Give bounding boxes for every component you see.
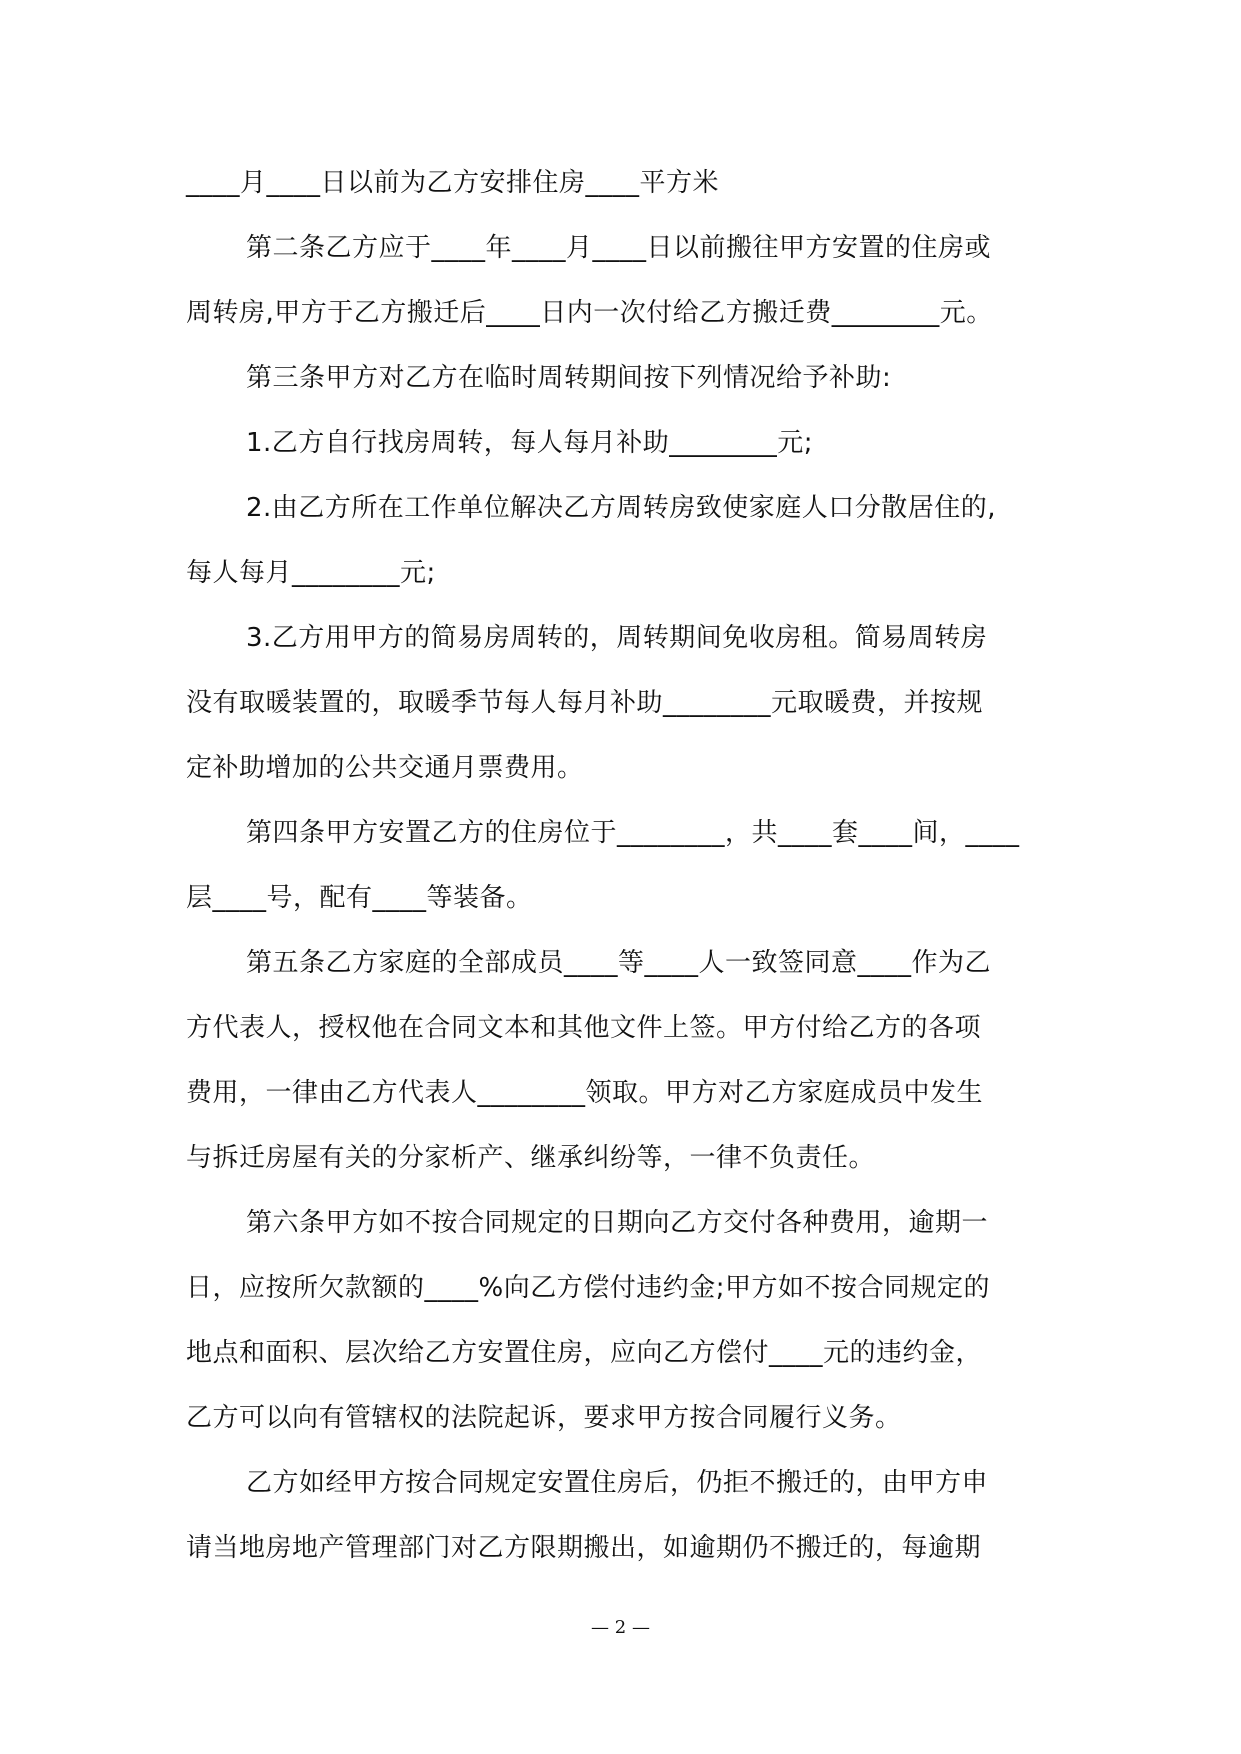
text-line: 3.乙方用甲方的简易房周转的，周转期间免收房租。简易周转房 <box>246 623 988 653</box>
text-line: 每人每月________元; <box>186 558 436 588</box>
text-line: 第五条乙方家庭的全部成员____等____人一致签同意____作为乙 <box>246 948 992 978</box>
text-line: 第三条甲方对乙方在临时周转期间按下列情况给予补助: <box>246 363 892 393</box>
text-line: 请当地房地产管理部门对乙方限期搬出，如逾期仍不搬迁的，每逾期 <box>186 1533 982 1563</box>
text-line: 乙方如经甲方按合同规定安置住房后，仍拒不搬迁的，由甲方申 <box>246 1468 989 1498</box>
text-line: 2.由乙方所在工作单位解决乙方周转房致使家庭人口分散居住的, <box>246 493 997 523</box>
text-line: 乙方可以向有管辖权的法院起诉，要求甲方按合同履行义务。 <box>186 1403 902 1433</box>
text-line: 没有取暖装置的，取暖季节每人每月补助________元取暖费，并按规 <box>186 688 984 718</box>
text-line: ____月____日以前为乙方安排住房____平方米 <box>186 168 720 198</box>
text-line: 定补助增加的公共交通月票费用。 <box>186 753 584 783</box>
text-line: 第六条甲方如不按合同规定的日期向乙方交付各种费用，逾期一 <box>246 1208 989 1238</box>
text-line: 费用，一律由乙方代表人________领取。甲方对乙方家庭成员中发生 <box>186 1078 984 1108</box>
text-line: 方代表人，授权他在合同文本和其他文件上签。甲方付给乙方的各项 <box>186 1013 982 1043</box>
text-line: 周转房,甲方于乙方搬迁后____日内一次付给乙方搬迁费________元。 <box>186 298 993 328</box>
text-line: 第四条甲方安置乙方的住房位于________，共____套____间，____ <box>246 818 1020 848</box>
page-number: — 2 — <box>591 1617 650 1638</box>
text-line: 日，应按所欠款额的____%向乙方偿付违约金;甲方如不按合同规定的 <box>186 1273 990 1303</box>
text-line: 1.乙方自行找房周转，每人每月补助________元; <box>246 428 814 458</box>
text-line: 第二条乙方应于____年____月____日以前搬往甲方安置的住房或 <box>246 233 992 263</box>
text-line: 地点和面积、层次给乙方安置住房，应向乙方偿付____元的违约金， <box>186 1338 983 1368</box>
text-line: 层____号，配有____等装备。 <box>186 883 533 913</box>
text-line: 与拆迁房屋有关的分家析产、继承纠纷等，一律不负责任。 <box>186 1143 876 1173</box>
